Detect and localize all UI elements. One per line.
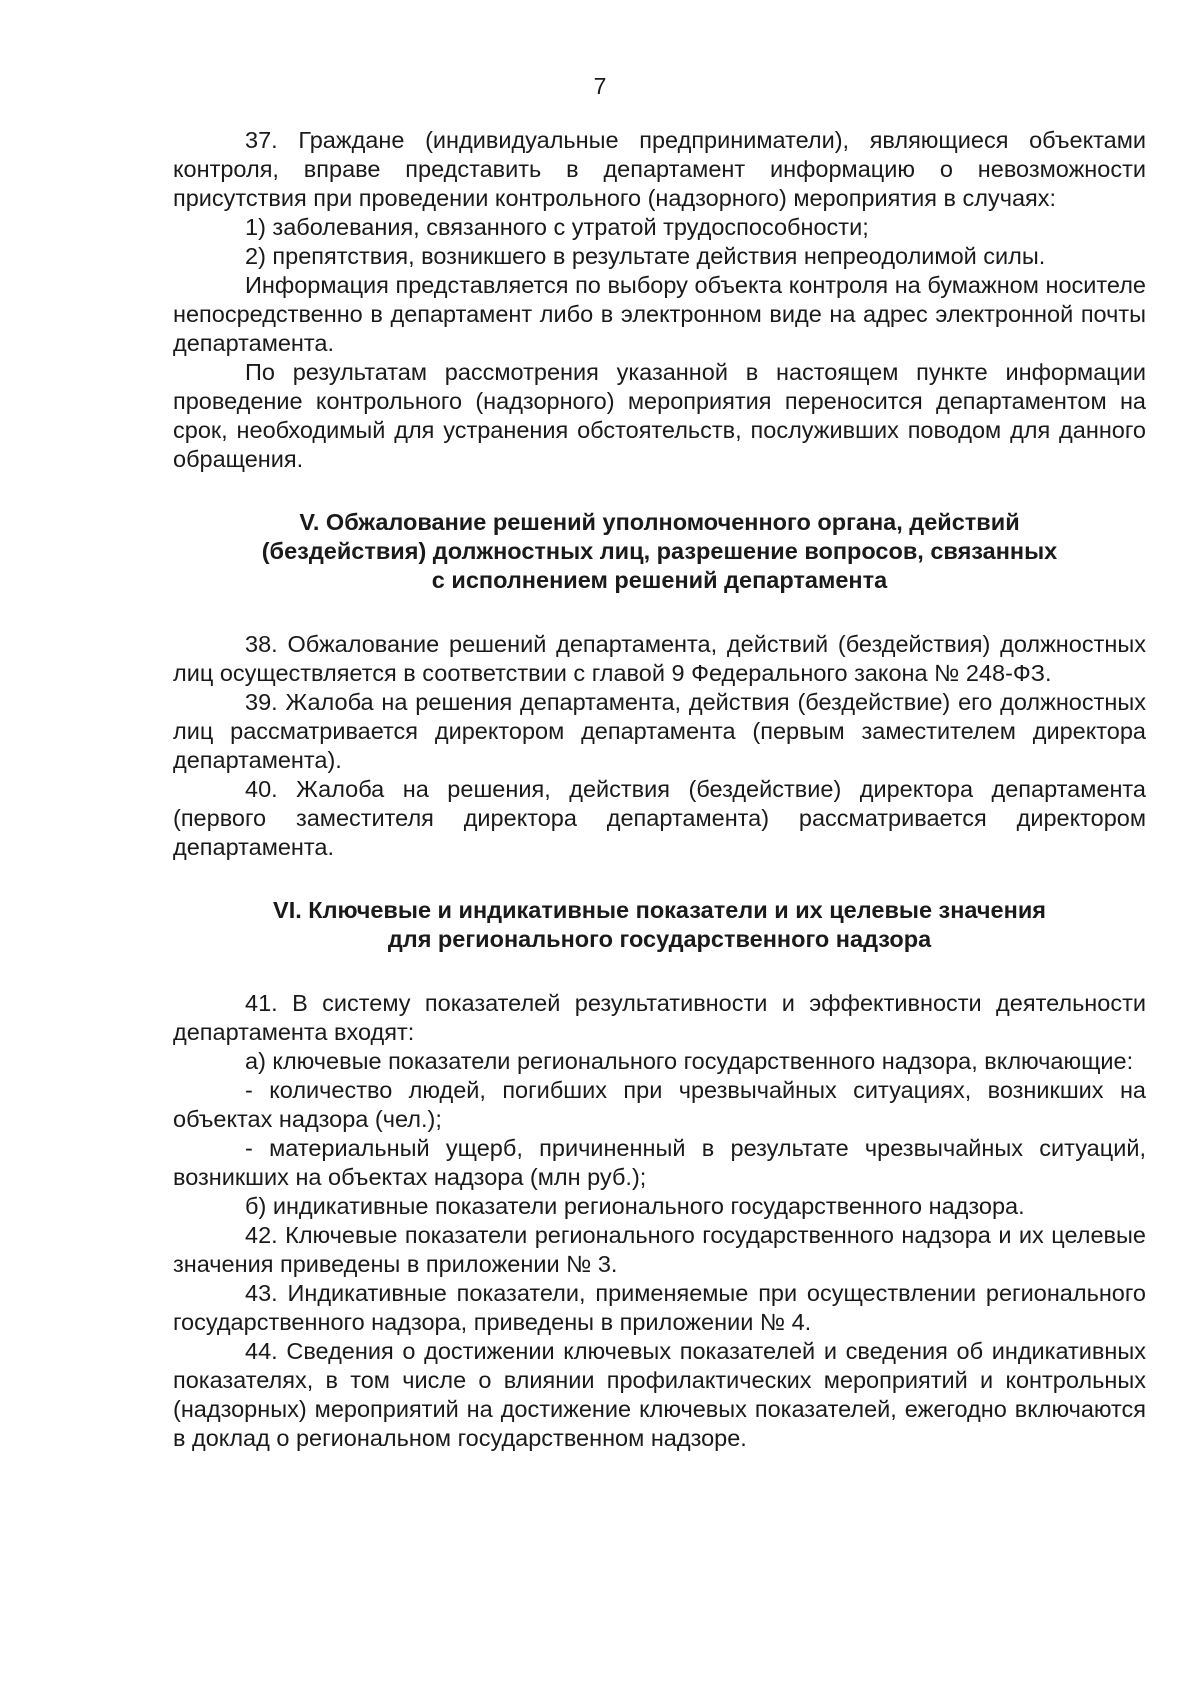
document-body	[173, 126, 1146, 1453]
paragraph: - количество людей, погибших при чрезвычайных ситуациях, возникших на объектах надзора (чел.);	[173, 1077, 1146, 1132]
paragraph: 40. Жалоба на решения, действия (бездействие) директора департамента (первого заместителя директора департамента) рассматривается директором департамента.	[173, 776, 1146, 860]
section-spacer	[173, 474, 1146, 508]
section-spacer	[173, 954, 1146, 989]
paragraph: 39. Жалоба на решения департамента, действия (бездействие) его должностных лиц рассматривается директором департамента (первым заместителем директора департамента).	[173, 689, 1146, 773]
paragraph: - материальный ущерб, причиненный в результате чрезвычайных ситуаций, возникших на объектах надзора (млн руб.);	[173, 1135, 1146, 1190]
paragraph: 41. В систему показателей результативности и эффективности деятельности департамента входят:	[173, 990, 1146, 1045]
section-heading-line: для регионального государственного надзора	[387, 926, 932, 952]
section-heading-line: с исполнением решений департамента	[431, 567, 888, 593]
section-spacer	[173, 595, 1146, 630]
section-heading-line: V. Обжалование решений уполномоченного органа, действий	[299, 509, 1020, 535]
section-heading-line: (бездействия) должностных лиц, разрешение вопросов, связанных	[261, 538, 1058, 564]
paragraph: 1) заболевания, связанного с утратой трудоспособности;	[245, 214, 869, 240]
paragraph: 44. Сведения о достижении ключевых показателей и сведения об индикативных показателях, в том числе о влиянии профилактических мероприятий и контрольных (надзорных) мероприятий на достижение ключевых показателей, ежегодно включаются в доклад о региональном государственном надзоре.	[173, 1338, 1146, 1451]
paragraph: 43. Индикативные показатели, применяемые при осуществлении регионального государственного надзора, приведены в приложении № 4.	[173, 1280, 1146, 1335]
section-heading	[173, 896, 1146, 954]
paragraph: 2) препятствия, возникшего в результате действия непреодолимой силы.	[245, 243, 1046, 269]
paragraph: 42. Ключевые показатели регионального государственного надзора и их целевые значения приведены в приложении № 3.	[173, 1222, 1146, 1277]
section-heading-line: VI. Ключевые и индикативные показатели и их целевые значения	[273, 897, 1046, 923]
section-spacer	[173, 862, 1146, 896]
page-number: 7	[593, 73, 607, 99]
section-heading	[173, 508, 1146, 595]
paragraph: 37. Граждане (индивидуальные предприниматели), являющиеся объектами контроля, вправе представить в департамент информацию о невозможности присутствия при проведении контрольного (надзорного) мероприятия в случаях:	[173, 127, 1146, 211]
paragraph: а) ключевые показатели регионального государственного надзора, включающие:	[245, 1048, 1134, 1074]
paragraph: По результатам рассмотрения указанной в настоящем пункте информации проведение контрольного (надзорного) мероприятия переносится департаментом на срок, необходимый для устранения обстоятельств, послуживших поводом для данного обращения.	[173, 359, 1146, 472]
paragraph: Информация представляется по выбору объекта контроля на бумажном носителе непосредственно в департамент либо в электронном виде на адрес электронной почты департамента.	[173, 272, 1146, 356]
paragraph: б) индикативные показатели регионального государственного надзора.	[245, 1193, 1025, 1219]
paragraph: 38. Обжалование решений департамента, действий (бездействия) должностных лиц осуществляется в соответствии с главой 9 Федерального закона № 248-ФЗ.	[173, 631, 1146, 686]
